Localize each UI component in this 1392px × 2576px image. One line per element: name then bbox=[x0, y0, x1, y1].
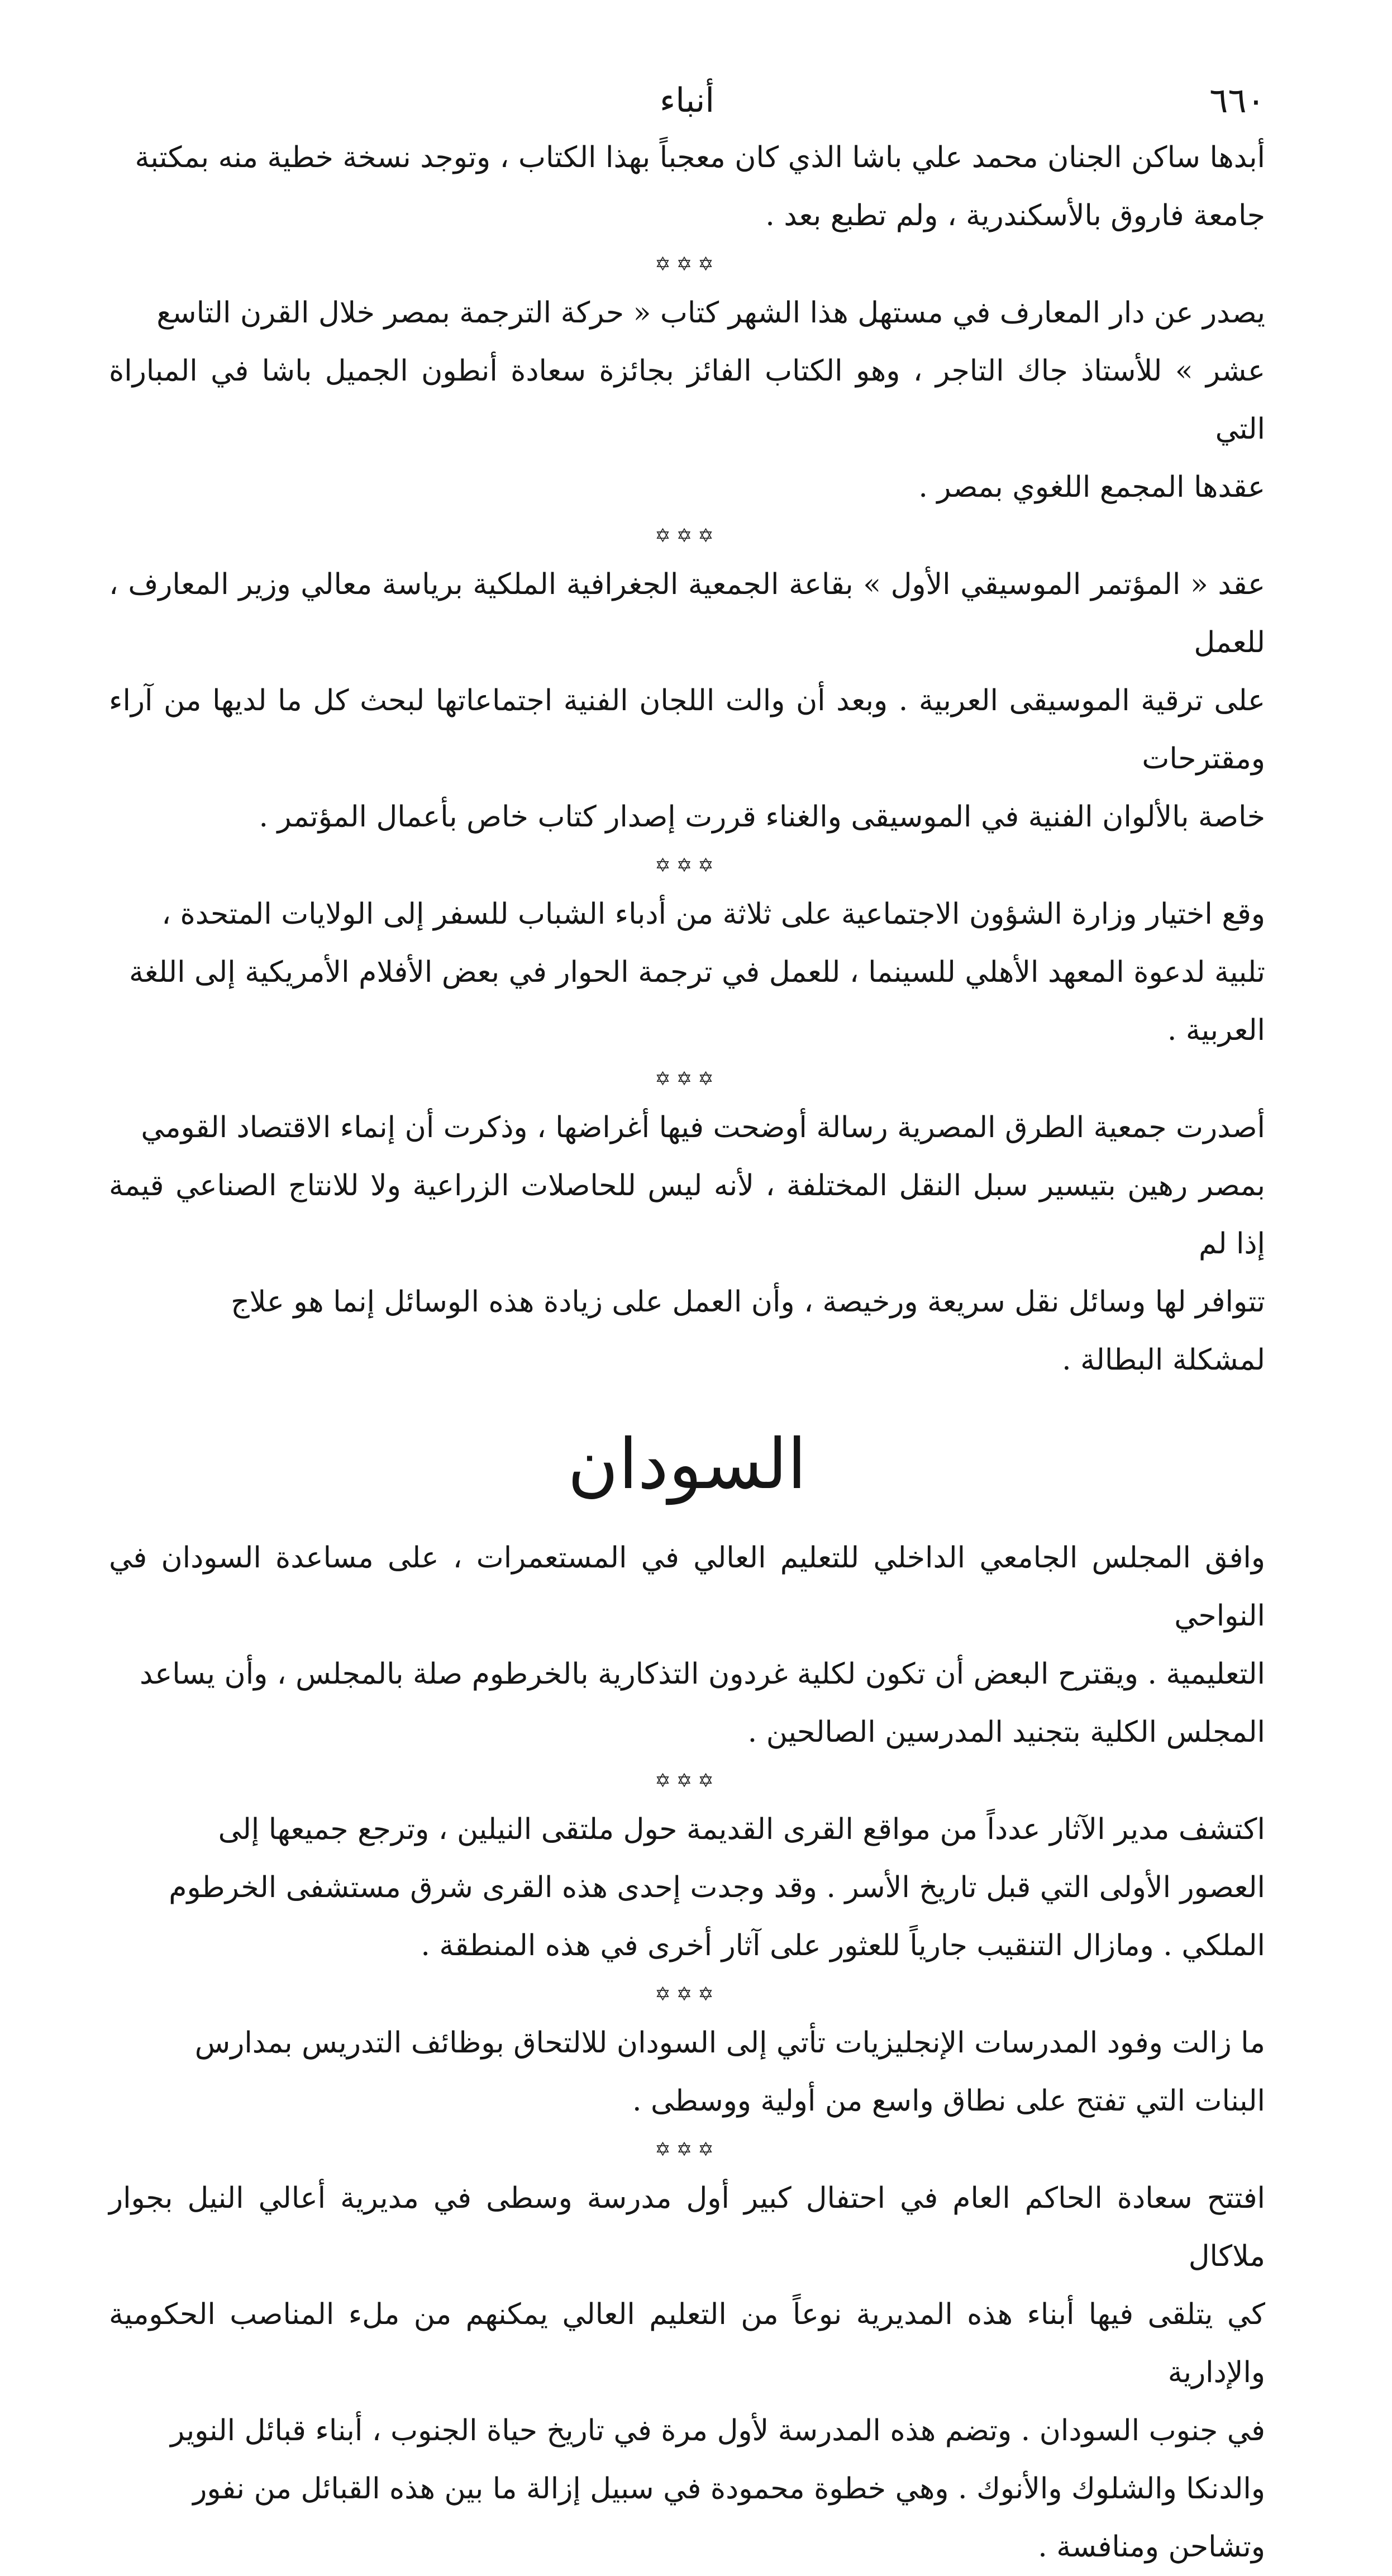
text-line: تتوافر لها وسائل نقل سريعة ورخيصة ، وأن العمل على زيادة هذه الوسائل إنما هو علاج bbox=[231, 1285, 1265, 1319]
text-line: لمشكلة البطالة . bbox=[1062, 1343, 1265, 1377]
text-line: عقد « المؤتمر الموسيقي الأول » بقاعة الجمعية الجغرافية الملكية برياسة معالي وزير المعارف ، للعمل bbox=[109, 568, 1265, 659]
news-item bbox=[109, 2169, 1265, 2576]
news-item bbox=[109, 555, 1265, 846]
text-line: يصدر عن دار المعارف في مستهل هذا الشهر كتاب « حركة الترجمة بمصر خلال القرن التاسع bbox=[156, 296, 1265, 330]
text-line: على ترقية الموسيقى العربية . وبعد أن والت اللجان الفنية اجتماعاتها لبحث كل ما لديها من آراء ومقترحات bbox=[109, 684, 1265, 776]
text-line: ما زالت وفود المدرسات الإنجليزيات تأتي إلى السودان للالتحاق بوظائف التدريس بمدارس bbox=[194, 2026, 1265, 2060]
text-line: جامعة فاروق بالأسكندرية ، ولم تطبع بعد . bbox=[765, 199, 1265, 232]
star-separator: ✡✡✡ bbox=[655, 1983, 719, 2005]
text-line: التعليمية . ويقترح البعض أن تكون لكلية غردون التذكارية بالخرطوم صلة بالمجلس ، وأن يساعد bbox=[139, 1657, 1265, 1691]
text-line: في جنوب السودان . وتضم هذه المدرسة لأول مرة في تاريخ حياة الجنوب ، أبناء قبائل النوير bbox=[170, 2414, 1265, 2447]
text-line: عقدها المجمع اللغوي بمصر . bbox=[918, 470, 1265, 504]
text-line: اكتشف مدير الآثار عدداً من مواقع القرى القديمة حول ملتقى النيلين ، وترجع جميعها إلى bbox=[218, 1813, 1265, 1846]
text-line: المجلس الكلية بتجنيد المدرسين الصالحين . bbox=[747, 1715, 1265, 1749]
star-separator: ✡✡✡ bbox=[655, 1770, 719, 1792]
news-item bbox=[109, 129, 1265, 245]
star-separator: ✡✡✡ bbox=[655, 1068, 719, 1090]
text-line: وقع اختيار وزارة الشؤون الاجتماعية على ثلاثة من أدباء الشباب للسفر إلى الولايات المتحدة ، bbox=[161, 897, 1265, 931]
page-number: ٦٦٠ bbox=[1209, 80, 1265, 121]
section-title: السودان bbox=[568, 1424, 807, 1505]
news-item bbox=[109, 1529, 1265, 1761]
text-line: وافق المجلس الجامعي الداخلي للتعليم العالي في المستعمرات ، على مساعدة السودان في النواحي bbox=[109, 1541, 1265, 1633]
text-line: عشر » للأستاذ جاك التاجر ، وهو الكتاب الفائز بجائزة سعادة أنطون الجميل باشا في المباراة التي bbox=[109, 354, 1265, 446]
text-line: والدنكا والشلوك والأنوك . وهي خطوة محمودة في سبيل إزالة ما بين هذه القبائل من نفور bbox=[193, 2472, 1265, 2506]
text-line: أصدرت جمعية الطرق المصرية رسالة أوضحت فيها أغراضها ، وذكرت أن إنماء الاقتصاد القومي bbox=[141, 1111, 1265, 1144]
news-item bbox=[109, 1800, 1265, 1975]
text-line: بمصر رهين بتيسير سبل النقل المختلفة ، لأنه ليس للحاصلات الزراعية ولا للانتاج الصناعي قيمة إذا لم bbox=[109, 1169, 1265, 1261]
text-line: افتتح سعادة الحاكم العام في احتفال كبير أول مدرسة وسطى في مديرية أعالي النيل بجوار ملاكال bbox=[109, 2181, 1265, 2273]
star-separator: ✡✡✡ bbox=[655, 2138, 719, 2161]
news-item bbox=[109, 885, 1265, 1059]
text-line: وتشاحن ومنافسة . bbox=[1038, 2530, 1265, 2564]
star-separator: ✡✡✡ bbox=[655, 854, 719, 877]
text-line: البنات التي تفتح على نطاق واسع من أولية ووسطى . bbox=[632, 2084, 1265, 2118]
text-line: الملكي . ومازال التنقيب جارياً للعثور على آثار أخرى في هذه المنطقة . bbox=[421, 1929, 1265, 1962]
running-head: أنباء bbox=[660, 81, 714, 120]
text-line: أبدها ساكن الجنان محمد علي باشا الذي كان معجباً بهذا الكتاب ، وتوجد نسخة خطية منه بمكتبة bbox=[135, 141, 1265, 174]
news-item bbox=[109, 284, 1265, 516]
book-page bbox=[109, 73, 1265, 2564]
text-line: تلبية لدعوة المعهد الأهلي للسينما ، للعمل في ترجمة الحوار في بعض الأفلام الأمريكية إلى اللغة العربية . bbox=[129, 956, 1265, 1047]
star-separator: ✡✡✡ bbox=[655, 253, 719, 275]
news-item bbox=[109, 1099, 1265, 1389]
news-item bbox=[109, 2014, 1265, 2130]
text-line: العصور الأولى التي قبل تاريخ الأسر . وقد وجدت إحدى هذه القرى شرق مستشفى الخرطوم bbox=[169, 1871, 1265, 1904]
text-line: كي يتلقى فيها أبناء هذه المديرية نوعاً من التعليم العالي يمكنهم من ملء المناصب الحكومية والإدارية bbox=[109, 2298, 1265, 2389]
star-separator: ✡✡✡ bbox=[655, 525, 719, 547]
page-header bbox=[109, 73, 1265, 129]
text-line: خاصة بالألوان الفنية في الموسيقى والغناء قررت إصدار كتاب خاص بأعمال المؤتمر . bbox=[259, 800, 1265, 834]
page-content bbox=[109, 129, 1265, 2576]
